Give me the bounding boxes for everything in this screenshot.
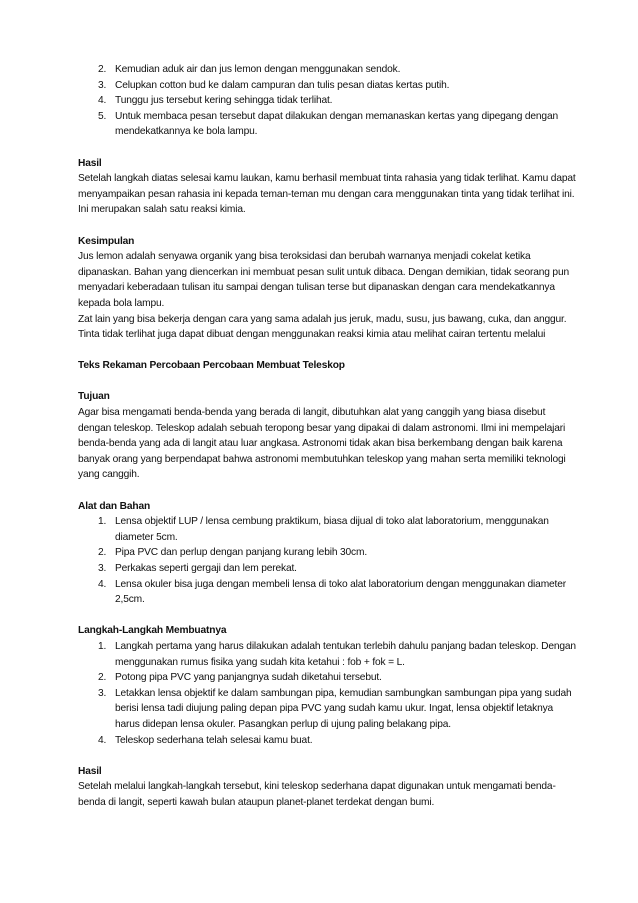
langkah-section	[78, 623, 578, 748]
list-item	[78, 78, 578, 94]
paragraph: Jus lemon adalah senyawa organik yang bisa teroksidasi dan berubah warnanya menjadi cokelat ketika dipanaskan. Bahan yang diencerkan ini membuat pesan sulit untuk dibaca. Dengan demikian, tidak seorang pun menyadari keberadaan tulisan itu sampai dengan tulisan terse but dipanaskan dengan cara mendekatkannya kepada bola lampu.	[78, 251, 569, 309]
section-heading: Hasil	[78, 765, 102, 777]
list-text: Tunggu jus tersebut kering sehingga tidak terlihat.	[115, 95, 333, 107]
materials-list	[78, 514, 578, 608]
list-number: 1.	[98, 516, 107, 528]
list-item	[78, 514, 578, 545]
paragraph: Setelah langkah diatas selesai kamu laukan, kamu berhasil membuat tinta rahasia yang tidak terlihat. Kamu dapat menyampaikan pesan rahasia ini kepada teman-teman mu dengan cara menggunakan tinta yang tidak terlihat ini. Ini merupakan salah satu reaksi kimia.	[78, 173, 576, 216]
list-number: 3.	[98, 79, 107, 91]
list-text: Perkakas seperti gergaji dan lem perekat.	[115, 563, 297, 574]
hasil-teleskop-section	[78, 764, 578, 811]
list-number: 4.	[98, 578, 107, 590]
list-number: 5.	[98, 110, 107, 122]
alat-bahan-section	[78, 499, 578, 608]
list-text: Untuk membaca pesan tersebut dapat dilakukan dengan memanaskan kertas yang dipegang dengan mendekatkannya ke bola lampu.	[115, 110, 558, 138]
list-item	[78, 670, 578, 686]
section-heading: Kesimpulan	[78, 235, 135, 247]
list-text: Lensa okuler bisa juga dengan membeli lensa di toko alat laboratorium dengan menggunakan diameter 2,5cm.	[115, 578, 566, 606]
list-item	[78, 545, 578, 561]
list-text: Lensa objektif LUP / lensa cembung praktikum, biasa dijual di toko alat laboratorium, menggunakan diameter 5cm.	[115, 516, 549, 543]
paragraph: Setelah melalui langkah-langkah tersebut, kini teleskop sederhana dapat digunakan untuk mengamati benda-benda di langit, seperti kawah bulan ataupun planet-planet terdekat dengan bumi.	[78, 781, 556, 808]
procedure-list	[78, 62, 578, 140]
list-number: 3.	[98, 563, 107, 574]
list-text: Letakkan lensa objektif ke dalam sambungan pipa, kemudian sambungkan sambungan pipa yang sudah berisi lensa tadi diujung paling depan pipa PVC yang sudah kamu ukur. Ingat, lensa objektif letaknya harus didepan lensa okuler. Pasangkan perlup di ujung paling belakang pipa.	[115, 687, 572, 730]
list-text: Langkah pertama yang harus dilakukan adalah tentukan terlebih dahulu panjang badan teleskop. Dengan menggunakan rumus fisika yang sudah kita ketahui : fob + fok = L.	[115, 640, 576, 668]
tujuan-section	[78, 389, 578, 483]
list-item	[78, 62, 578, 78]
list-number: 2.	[98, 672, 107, 684]
list-item	[78, 686, 578, 733]
list-text: Potong pipa PVC yang panjangnya sudah diketahui tersebut.	[115, 672, 382, 684]
paragraph: Agar bisa mengamati benda-benda yang berada di langit, dibutuhkan alat yang canggih yang biasa disebut dengan teleskop. Teleskop adalah sebuah teropong besar yang dipakai di dalam astronomi. Ilmi ini mempelajari benda-benda yang ada di langit atau luar angkasa. Astronomi tidak akan bisa berkembang dengan baik karena banyak orang yang berpendapat bahwa astronomi membutuhkan teleskop yang mahan serta memiliki teknologi yang canggih.	[78, 407, 566, 481]
list-text: Kemudian aduk air dan jus lemon dengan menggunakan sendok.	[115, 64, 401, 75]
list-text: Pipa PVC dan perlup dengan panjang kurang lebih 30cm.	[115, 547, 368, 559]
list-number: 2.	[98, 547, 107, 559]
list-item	[78, 577, 578, 608]
list-text: Celupkan cotton bud ke dalam campuran dan tulis pesan diatas kertas putih.	[115, 79, 450, 91]
list-text: Teleskop sederhana telah selesai kamu buat.	[115, 734, 313, 746]
section-heading: Langkah-Langkah Membuatnya	[78, 625, 227, 637]
steps-list	[78, 639, 578, 748]
list-item	[78, 109, 578, 140]
list-item	[78, 733, 578, 749]
kesimpulan-section	[78, 234, 578, 343]
paragraph: Zat lain yang bisa bekerja dengan cara yang sama adalah jus jeruk, madu, susu, jus bawang, cuka, dan anggur. Tinta tidak terlihat juga dapat dibuat dengan menggunakan reaksi kimia atau melihat cairan tertentu melalui	[78, 313, 567, 341]
list-number: 3.	[98, 687, 107, 699]
list-item	[78, 93, 578, 109]
section-heading: Alat dan Bahan	[78, 500, 151, 512]
section-heading: Hasil	[78, 157, 102, 169]
hasil-section	[78, 156, 578, 218]
list-number: 4.	[98, 734, 107, 746]
list-item	[78, 639, 578, 670]
list-number: 4.	[98, 95, 107, 107]
list-number: 2.	[98, 64, 107, 75]
document-title: Teks Rekaman Percobaan Percobaan Membuat Teleskop	[78, 360, 345, 372]
list-item	[78, 561, 578, 577]
section-heading: Tujuan	[78, 391, 110, 403]
list-number: 1.	[98, 640, 107, 652]
